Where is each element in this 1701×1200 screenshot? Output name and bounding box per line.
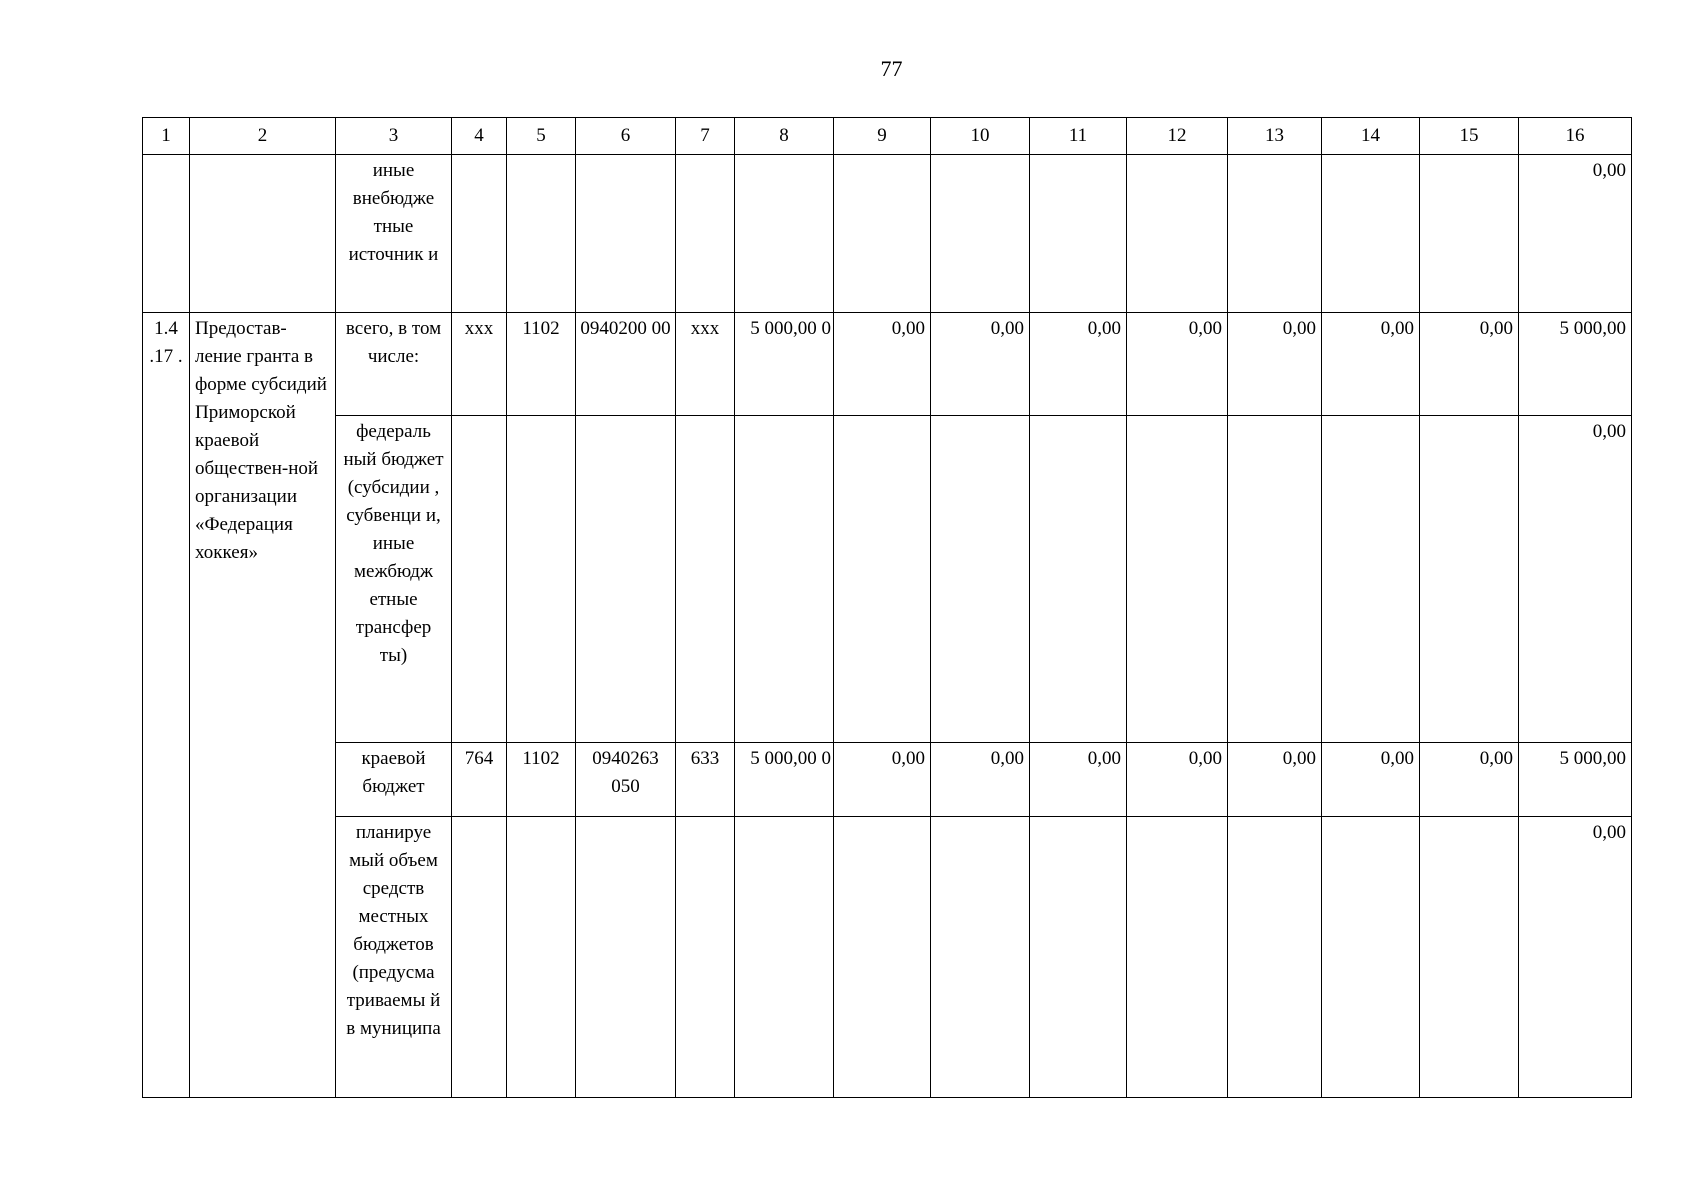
cell-col9 xyxy=(834,155,931,313)
cell-funding-source: иные внебюдже тные источник и xyxy=(336,155,452,313)
cell-col11: 0,00 xyxy=(1030,743,1127,817)
cell-col11 xyxy=(1030,155,1127,313)
page-number: 77 xyxy=(880,56,903,81)
cell-col7 xyxy=(676,155,735,313)
header-cell-16: 16 xyxy=(1519,118,1632,155)
cell-col10 xyxy=(931,155,1030,313)
header-cell-7: 7 xyxy=(676,118,735,155)
header-cell-15: 15 xyxy=(1420,118,1519,155)
header-cell-3: 3 xyxy=(336,118,452,155)
table-row xyxy=(143,313,1632,416)
cell-col11 xyxy=(1030,817,1127,1098)
header-cell-5: 5 xyxy=(507,118,576,155)
cell-col11 xyxy=(1030,416,1127,743)
cell-col8 xyxy=(735,817,834,1098)
cell-col4 xyxy=(452,817,507,1098)
table-row xyxy=(143,817,1632,1098)
cell-col14 xyxy=(1322,817,1420,1098)
header-cell-4: 4 xyxy=(452,118,507,155)
cell-col8 xyxy=(735,416,834,743)
cell-col12 xyxy=(1127,817,1228,1098)
cell-col4: xxx xyxy=(452,313,507,416)
cell-col5 xyxy=(507,416,576,743)
cell-col10: 0,00 xyxy=(931,743,1030,817)
cell-col6: 0940263 050 xyxy=(576,743,676,817)
cell-col10: 0,00 xyxy=(931,313,1030,416)
header-row xyxy=(143,118,1632,155)
cell-col11: 0,00 xyxy=(1030,313,1127,416)
cell-col5: 1102 xyxy=(507,743,576,817)
cell-col13: 0,00 xyxy=(1228,743,1322,817)
header-cell-10: 10 xyxy=(931,118,1030,155)
cell-col7: 633 xyxy=(676,743,735,817)
cell-col14 xyxy=(1322,416,1420,743)
cell-col12 xyxy=(1127,155,1228,313)
cell-funding-source: федераль ный бюджет (субсидии , субвенци и, иные межбюдж етные трансфер ты) xyxy=(336,416,452,743)
cell-col7 xyxy=(676,416,735,743)
header-cell-9: 9 xyxy=(834,118,931,155)
header-cell-8: 8 xyxy=(735,118,834,155)
cell-col15 xyxy=(1420,817,1519,1098)
table-row xyxy=(143,743,1632,817)
cell-col16: 5 000,00 xyxy=(1519,743,1632,817)
cell-col15 xyxy=(1420,416,1519,743)
cell-col5 xyxy=(507,155,576,313)
cell-col12 xyxy=(1127,416,1228,743)
cell-col16: 5 000,00 xyxy=(1519,313,1632,416)
cell-col4 xyxy=(452,416,507,743)
cell-col10 xyxy=(931,817,1030,1098)
header-cell-1: 1 xyxy=(143,118,190,155)
cell-col13 xyxy=(1228,155,1322,313)
header-cell-6: 6 xyxy=(576,118,676,155)
cell-col7 xyxy=(676,817,735,1098)
cell-col8: 5 000,00 0 xyxy=(735,743,834,817)
cell-number xyxy=(143,155,190,313)
header-cell-11: 11 xyxy=(1030,118,1127,155)
cell-col16: 0,00 xyxy=(1519,416,1632,743)
cell-col6 xyxy=(576,155,676,313)
cell-col15 xyxy=(1420,155,1519,313)
cell-col7: xxx xyxy=(676,313,735,416)
cell-col9: 0,00 xyxy=(834,743,931,817)
cell-funding-source: краевой бюджет xyxy=(336,743,452,817)
cell-col5 xyxy=(507,817,576,1098)
header-cell-13: 13 xyxy=(1228,118,1322,155)
cell-col14 xyxy=(1322,155,1420,313)
cell-col13 xyxy=(1228,817,1322,1098)
cell-col8 xyxy=(735,155,834,313)
header-cell-14: 14 xyxy=(1322,118,1420,155)
cell-col16: 0,00 xyxy=(1519,155,1632,313)
cell-col12: 0,00 xyxy=(1127,313,1228,416)
cell-col14: 0,00 xyxy=(1322,743,1420,817)
cell-col9 xyxy=(834,416,931,743)
cell-col16: 0,00 xyxy=(1519,817,1632,1098)
cell-col9: 0,00 xyxy=(834,313,931,416)
cell-col14: 0,00 xyxy=(1322,313,1420,416)
cell-col6 xyxy=(576,817,676,1098)
header-cell-12: 12 xyxy=(1127,118,1228,155)
cell-col15: 0,00 xyxy=(1420,743,1519,817)
cell-funding-source: планируе мый объем средств местных бюджетов (предусма триваемы й в муниципа xyxy=(336,817,452,1098)
table-row xyxy=(143,416,1632,743)
cell-col10 xyxy=(931,416,1030,743)
cell-col15: 0,00 xyxy=(1420,313,1519,416)
cell-col5: 1102 xyxy=(507,313,576,416)
header-cell-2: 2 xyxy=(190,118,336,155)
table-row xyxy=(143,155,1632,313)
cell-event-name xyxy=(190,155,336,313)
cell-col4 xyxy=(452,155,507,313)
budget-table xyxy=(142,117,1632,1098)
cell-funding-source: всего, в том числе: xyxy=(336,313,452,416)
cell-number: 1.4 .17 . xyxy=(143,313,190,1098)
cell-event-name: Предостав-ление гранта в форме субсидий Приморской краевой обществен-ной организации «Федерация хоккея» xyxy=(190,313,336,1098)
cell-col9 xyxy=(834,817,931,1098)
cell-col13: 0,00 xyxy=(1228,313,1322,416)
cell-col8: 5 000,00 0 xyxy=(735,313,834,416)
table-header xyxy=(143,118,1632,155)
cell-col12: 0,00 xyxy=(1127,743,1228,817)
cell-col6 xyxy=(576,416,676,743)
cell-col4: 764 xyxy=(452,743,507,817)
cell-col6: 0940200 00 xyxy=(576,313,676,416)
cell-col13 xyxy=(1228,416,1322,743)
